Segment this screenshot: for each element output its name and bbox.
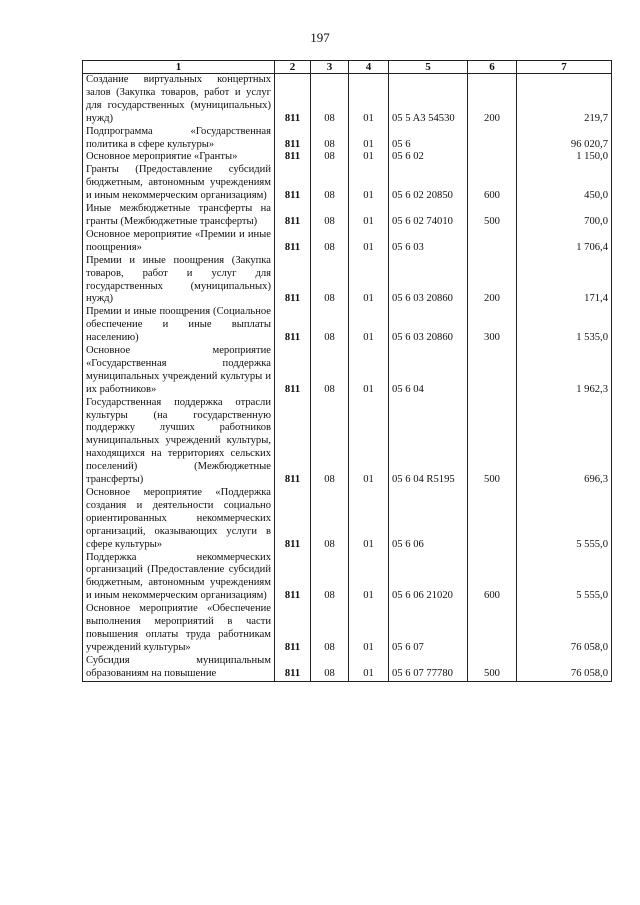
header-row [83, 61, 612, 74]
row-expense-type-cell [468, 345, 517, 397]
row-name-cell: Субсидия муниципальным образованиям на повышение [83, 655, 275, 681]
row-section-cell: 08 [311, 552, 349, 604]
table-row [83, 306, 612, 345]
row-subsection-cell: 01 [349, 126, 389, 152]
row-admin-code-cell: 811 [275, 345, 311, 397]
row-expense-type-cell: 200 [468, 255, 517, 307]
column-header: 7 [517, 61, 612, 74]
column-header: 2 [275, 61, 311, 74]
row-amount-cell: 1 706,4 [517, 229, 612, 255]
row-target-code-cell: 05 6 03 20860 [389, 306, 468, 345]
row-name-cell: Премии и иные поощрения (Закупка товаров, работ и услуг для государственных (муниципальных) нужд) [83, 255, 275, 307]
row-expense-type-cell [468, 487, 517, 552]
row-admin-code-cell: 811 [275, 655, 311, 681]
row-admin-code-cell: 811 [275, 255, 311, 307]
row-target-code-cell: 05 6 04 R5195 [389, 397, 468, 487]
row-name-cell: Премии и иные поощрения (Социальное обеспечение и иные выплаты населению) [83, 306, 275, 345]
row-section-cell: 08 [311, 345, 349, 397]
table-row [83, 151, 612, 164]
row-subsection-cell: 01 [349, 397, 389, 487]
table-row [83, 603, 612, 655]
budget-table [82, 60, 612, 682]
row-section-cell: 08 [311, 229, 349, 255]
table-row [83, 487, 612, 552]
row-amount-cell: 5 555,0 [517, 487, 612, 552]
row-name-cell: Государственная поддержка отрасли культуры (на государственную поддержку лучших работников муниципальных учреждений культуры, находящихся на территориях сельских поселений) (Межбюджетные трансферты) [83, 397, 275, 487]
row-name-cell: Основное мероприятие «Обеспечение выполнения мероприятий в части повышения оплаты труда работникам учреждений культуры» [83, 603, 275, 655]
row-subsection-cell: 01 [349, 306, 389, 345]
row-amount-cell: 76 058,0 [517, 655, 612, 681]
row-target-code-cell: 05 6 [389, 126, 468, 152]
row-target-code-cell: 05 6 06 21020 [389, 552, 468, 604]
row-target-code-cell: 05 6 02 [389, 151, 468, 164]
row-target-code-cell: 05 6 02 74010 [389, 203, 468, 229]
row-subsection-cell: 01 [349, 552, 389, 604]
row-subsection-cell: 01 [349, 229, 389, 255]
row-name-cell: Поддержка некоммерческих организаций (Предоставление субсидий бюджетным, автономным учреждениям и иным некоммерческим организациям) [83, 552, 275, 604]
row-admin-code-cell: 811 [275, 126, 311, 152]
row-section-cell: 08 [311, 126, 349, 152]
row-amount-cell: 96 020,7 [517, 126, 612, 152]
table-row [83, 552, 612, 604]
row-admin-code-cell: 811 [275, 229, 311, 255]
row-amount-cell: 1 150,0 [517, 151, 612, 164]
row-expense-type-cell [468, 126, 517, 152]
row-admin-code-cell: 811 [275, 552, 311, 604]
page-number: 197 [310, 30, 330, 45]
row-admin-code-cell: 811 [275, 151, 311, 164]
row-expense-type-cell: 600 [468, 164, 517, 203]
row-amount-cell: 696,3 [517, 397, 612, 487]
column-header: 3 [311, 61, 349, 74]
row-amount-cell: 219,7 [517, 74, 612, 126]
table-row [83, 126, 612, 152]
row-name-cell: Основное мероприятие «Гранты» [83, 151, 275, 164]
row-section-cell: 08 [311, 306, 349, 345]
row-subsection-cell: 01 [349, 655, 389, 681]
row-target-code-cell: 05 6 03 20860 [389, 255, 468, 307]
row-target-code-cell: 05 5 A3 54530 [389, 74, 468, 126]
row-section-cell: 08 [311, 151, 349, 164]
row-expense-type-cell: 200 [468, 74, 517, 126]
row-amount-cell: 171,4 [517, 255, 612, 307]
row-name-cell: Создание виртуальных концертных залов (Закупка товаров, работ и услуг для государственных (муниципальных) нужд) [83, 74, 275, 126]
row-section-cell: 08 [311, 255, 349, 307]
row-target-code-cell: 05 6 03 [389, 229, 468, 255]
row-expense-type-cell: 500 [468, 655, 517, 681]
row-subsection-cell: 01 [349, 487, 389, 552]
row-section-cell: 08 [311, 487, 349, 552]
row-amount-cell: 450,0 [517, 164, 612, 203]
column-header: 5 [389, 61, 468, 74]
row-expense-type-cell: 300 [468, 306, 517, 345]
row-name-cell: Основное мероприятие «Государственная поддержка муниципальных учреждений культуры и их работников» [83, 345, 275, 397]
row-subsection-cell: 01 [349, 151, 389, 164]
row-target-code-cell: 05 6 02 20850 [389, 164, 468, 203]
row-target-code-cell: 05 6 07 77780 [389, 655, 468, 681]
row-section-cell: 08 [311, 655, 349, 681]
row-amount-cell: 5 555,0 [517, 552, 612, 604]
row-admin-code-cell: 811 [275, 487, 311, 552]
table-row [83, 655, 612, 681]
table-row [83, 164, 612, 203]
row-subsection-cell: 01 [349, 203, 389, 229]
row-section-cell: 08 [311, 603, 349, 655]
row-section-cell: 08 [311, 203, 349, 229]
row-name-cell: Иные межбюджетные трансферты на гранты (Межбюджетные трансферты) [83, 203, 275, 229]
table-row [83, 74, 612, 126]
row-admin-code-cell: 811 [275, 397, 311, 487]
row-target-code-cell: 05 6 04 [389, 345, 468, 397]
row-name-cell: Гранты (Предоставление субсидий бюджетным, автономным учреждениям и иным некоммерческим организациям) [83, 164, 275, 203]
row-subsection-cell: 01 [349, 255, 389, 307]
row-subsection-cell: 01 [349, 164, 389, 203]
row-admin-code-cell: 811 [275, 74, 311, 126]
row-expense-type-cell: 500 [468, 397, 517, 487]
table-row [83, 345, 612, 397]
row-target-code-cell: 05 6 06 [389, 487, 468, 552]
row-name-cell: Основное мероприятие «Премии и иные поощрения» [83, 229, 275, 255]
table-row [83, 255, 612, 307]
row-subsection-cell: 01 [349, 345, 389, 397]
table-row [83, 397, 612, 487]
row-subsection-cell: 01 [349, 603, 389, 655]
row-name-cell: Основное мероприятие «Поддержка создания и деятельности социально ориентированных некоммерческих организаций, оказывающих услуги в сфере культуры» [83, 487, 275, 552]
row-amount-cell: 1 962,3 [517, 345, 612, 397]
row-expense-type-cell [468, 603, 517, 655]
column-header: 4 [349, 61, 389, 74]
row-amount-cell: 700,0 [517, 203, 612, 229]
table-body [83, 74, 612, 682]
row-target-code-cell: 05 6 07 [389, 603, 468, 655]
row-expense-type-cell [468, 151, 517, 164]
row-expense-type-cell: 500 [468, 203, 517, 229]
row-subsection-cell: 01 [349, 74, 389, 126]
table-row [83, 203, 612, 229]
column-header: 1 [83, 61, 275, 74]
table-row [83, 229, 612, 255]
row-admin-code-cell: 811 [275, 603, 311, 655]
row-amount-cell: 76 058,0 [517, 603, 612, 655]
row-amount-cell: 1 535,0 [517, 306, 612, 345]
row-name-cell: Подпрограмма «Государственная политика в сфере культуры» [83, 126, 275, 152]
row-admin-code-cell: 811 [275, 306, 311, 345]
row-expense-type-cell: 600 [468, 552, 517, 604]
row-admin-code-cell: 811 [275, 164, 311, 203]
row-section-cell: 08 [311, 397, 349, 487]
row-section-cell: 08 [311, 74, 349, 126]
row-admin-code-cell: 811 [275, 203, 311, 229]
row-expense-type-cell [468, 229, 517, 255]
column-header: 6 [468, 61, 517, 74]
row-section-cell: 08 [311, 164, 349, 203]
